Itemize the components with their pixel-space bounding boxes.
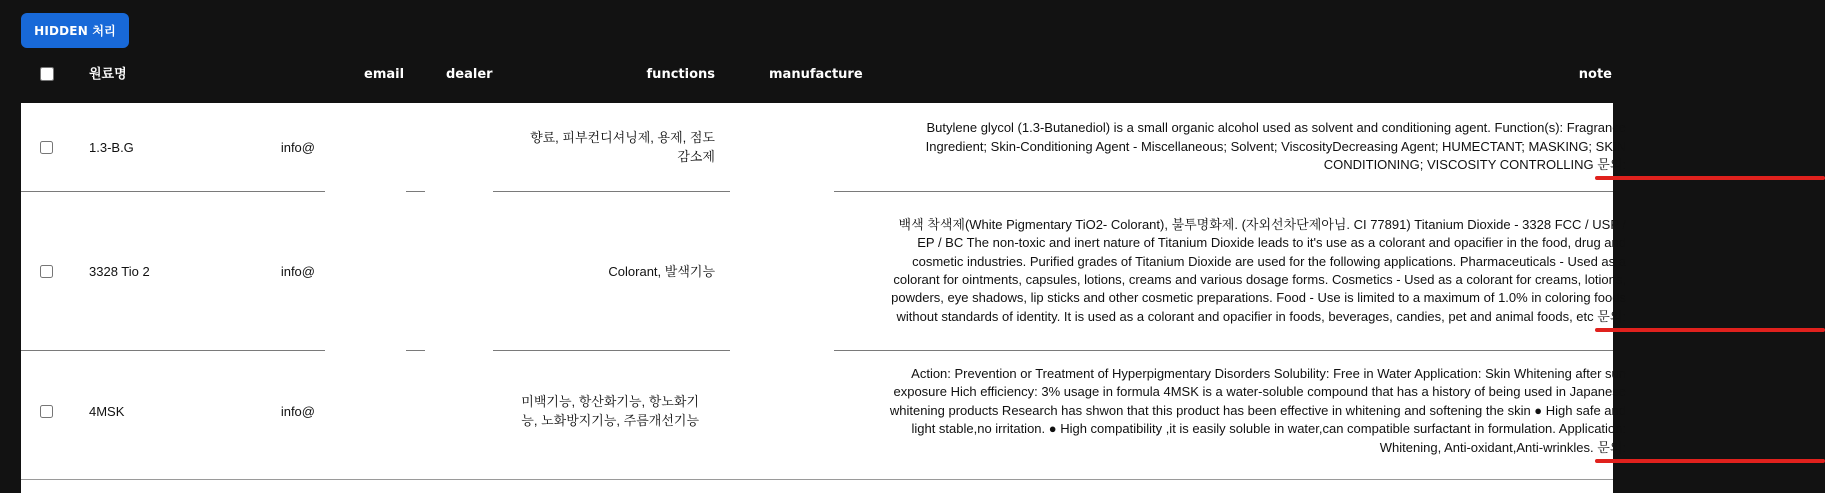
row-note: Action: Prevention or Treatment of Hyperpigmentary Disorders Solubility: Free in Water Application: Skin Whitening after sun exposure Hich efficiency: 3% usage in formula 4MSK is a water-soluble compound that has a history of being used in Japanese whitening products Research has shwon that this product has been effective in whitening and softening the skin ● High safe and light stable,no irritation. ● High compatibility ,it is easily soluble in water,can compatible surfactant in formulation. Application: Whitening, Anti-oxidant,Anti-wrinkles. 문의: bbox=[881, 365, 1626, 457]
row-name: 4MSK bbox=[89, 403, 125, 419]
inquiry-underline bbox=[1595, 176, 1825, 180]
select-all-checkbox[interactable] bbox=[40, 67, 54, 81]
row-email[interactable]: info@ bbox=[280, 403, 315, 419]
row-functions: Colorant, 발색기능 bbox=[608, 263, 715, 279]
inquiry-underline bbox=[1595, 328, 1825, 332]
header-functions[interactable]: functions bbox=[646, 67, 715, 82]
row-checkbox[interactable] bbox=[40, 265, 53, 278]
row-note: 백색 착색제(White Pigmentary TiO2- Colorant), 불투명화제. (자외선차단제아님. CI 77891) Titanium Dioxide - 3328 FCC / USP / EP / BC The non-toxic and inert nature of Titanium Dioxide leads to it's use as a colorant and opacifier in the food, drug and cosmetic industries. Purified grades of Titanium Dioxide are used for the following applications. Pharmaceuticals - Used as a colorant for ointments, capsules, lotions, creams and various dosage forms. Cosmetics - Used as a colorant for creams, lotions, powders, eye shadows, lip sticks and other cosmetic preparations. Food - Use is limited to a maximum of 1.0% in coloring foods without standards of identity. It is used as a colorant and opacifier in foods, beverages, candies, pet and animal foods, etc 문의: bbox=[881, 216, 1626, 326]
row-functions: 향료, 피부컨디셔닝제, 용제, 점도감소제 bbox=[530, 130, 715, 164]
data-table bbox=[21, 103, 1626, 493]
row-name: 1.3-B.G bbox=[89, 139, 134, 155]
table-header bbox=[21, 55, 1613, 103]
table-row bbox=[21, 351, 1626, 471]
inquiry-label[interactable]: 문의: bbox=[1597, 308, 1626, 326]
header-manufacture[interactable]: manufacture bbox=[769, 67, 863, 82]
header-email[interactable]: email bbox=[364, 67, 405, 82]
row-checkbox[interactable] bbox=[40, 405, 53, 418]
row-functions: 미백기능, 항산화기능, 항노화기능, 노화방지기능, 주름개선기능 bbox=[521, 394, 699, 428]
table-row bbox=[21, 192, 1626, 350]
row-note: Butylene glycol (1.3-Butanediol) is a small organic alcohol used as solvent and conditioning agent. Function(s): Fragrance Ingredient; Skin-Conditioning Agent - Miscellaneous; Solvent; ViscosityDecreasing Agent; HUMECTANT; MASKING; SKIN CONDITIONING; VISCOSITY CONTROLLING 문의: bbox=[881, 119, 1626, 174]
row-email[interactable]: info@ bbox=[280, 139, 315, 155]
hidden-action-button[interactable]: HIDDEN 처리 bbox=[21, 13, 129, 48]
row-name: 3328 Tio 2 bbox=[89, 263, 150, 279]
inquiry-label[interactable]: 문의: bbox=[1597, 439, 1626, 457]
row-email[interactable]: info@ bbox=[280, 263, 315, 279]
table-row bbox=[21, 103, 1626, 191]
header-dealer[interactable]: dealer bbox=[446, 67, 493, 82]
inquiry-underline bbox=[1595, 459, 1825, 463]
header-note[interactable]: note bbox=[1578, 67, 1612, 82]
row-checkbox[interactable] bbox=[40, 141, 53, 154]
table-bottom-border bbox=[21, 479, 1613, 480]
header-name[interactable]: 원료명 bbox=[89, 67, 127, 82]
inquiry-label[interactable]: 문의: bbox=[1597, 156, 1626, 174]
